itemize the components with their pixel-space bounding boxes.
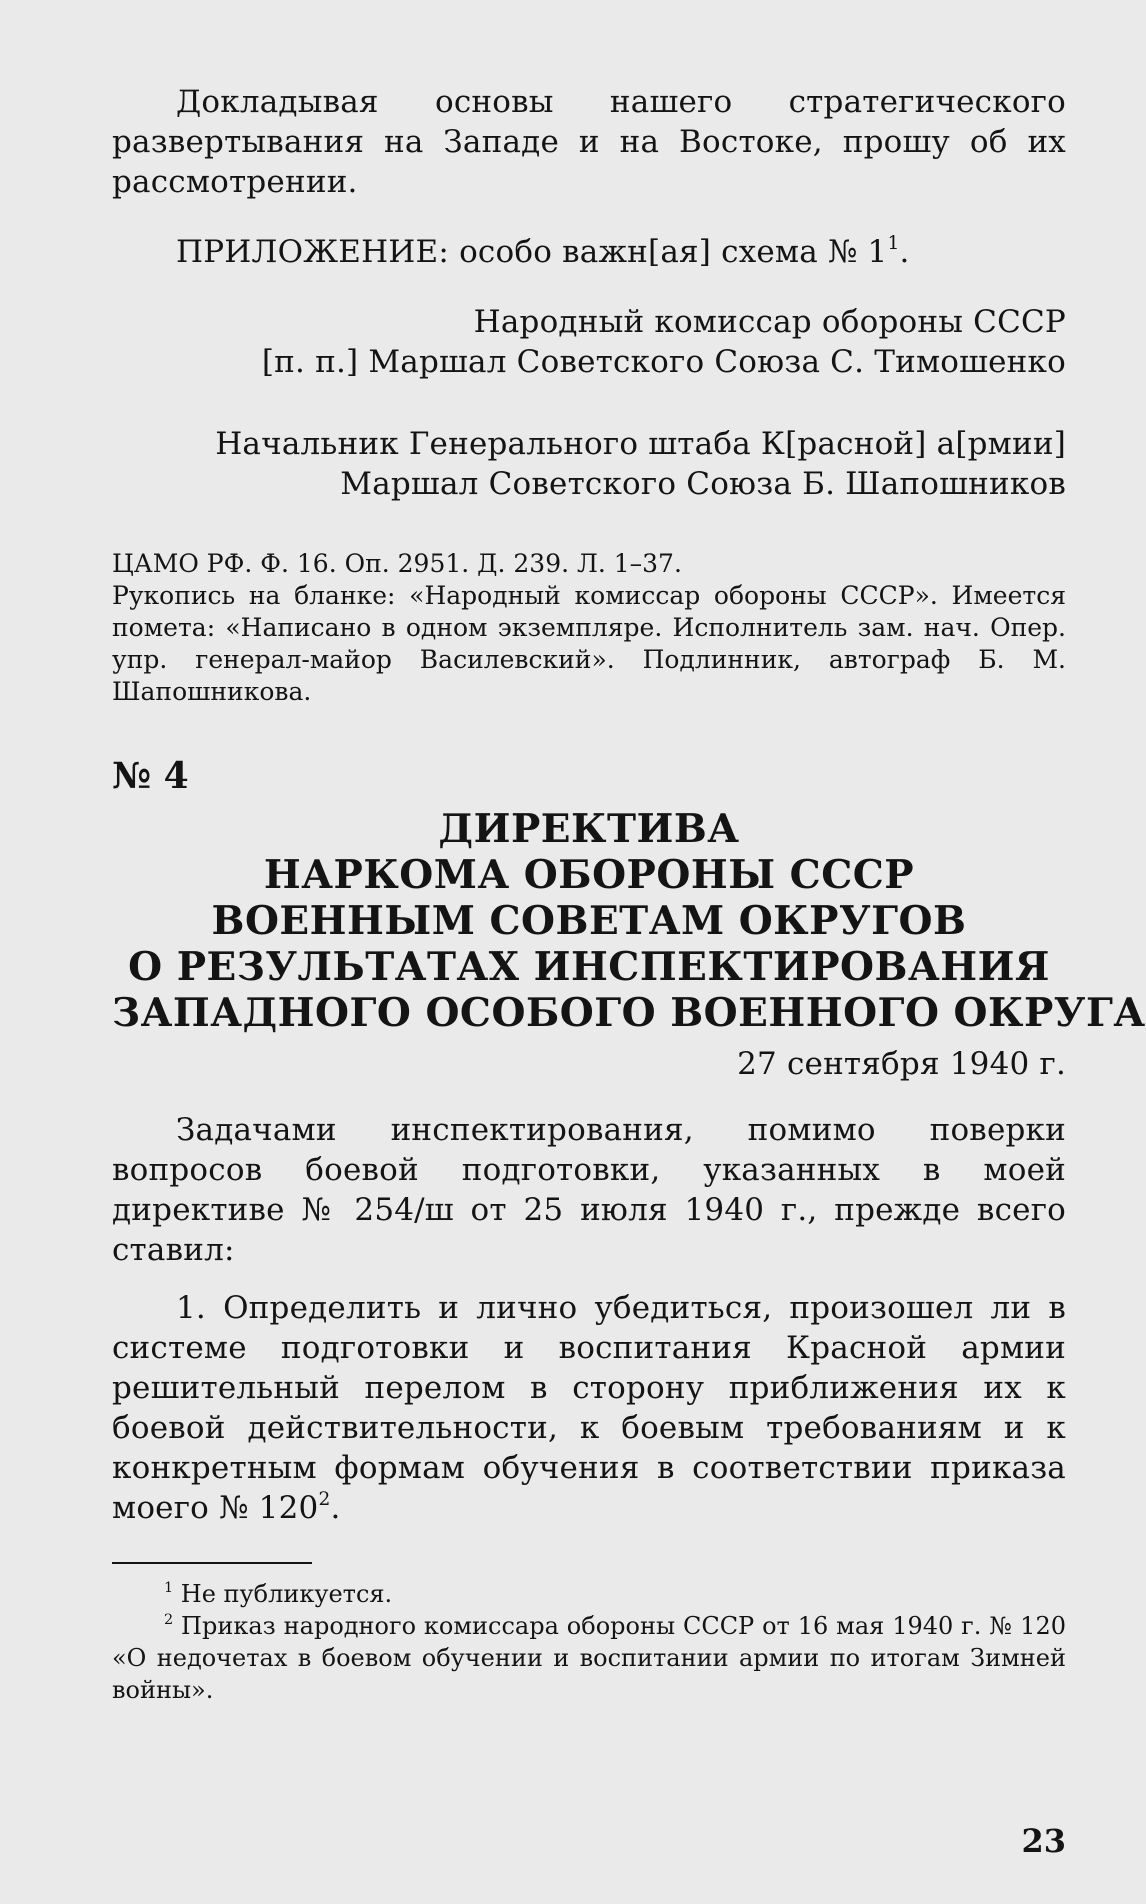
signature-title: Народный комиссар обороны СССР xyxy=(473,304,1066,340)
footnote-ref-1: 1 xyxy=(887,232,900,254)
page-number: 23 xyxy=(1021,1822,1066,1860)
footnote-ref-2: 2 xyxy=(318,1488,331,1510)
signature-name: Маршал Советского Союза Б. Шапошников xyxy=(340,466,1066,502)
archival-source xyxy=(112,548,1066,708)
attachment-line: ПРИЛОЖЕНИЕ: особо важн[ая] схема № $1^1$. xyxy=(176,232,910,270)
footnote-2: $^2$ Приказ народного комиссара обороны СССР от 16 мая 1940 г. № 120 «О недочетах в боевом обучении и воспитании армии по итогам Зимней войны». xyxy=(112,1611,1066,1704)
report-closing-paragraph: Докладывая основы нашего стратегического развертывания на Западе и на Востоке, прошу об их рассмотрении. xyxy=(112,84,1066,200)
footnotes xyxy=(112,1578,1066,1706)
item-1-text: 1. Определить и лично убедиться, произошел ли в системе подготовки и воспитания Красной армии решительный перелом в сторону приближения их к боевой действительности, к боевым требованиям и к конкретным формам обучения в соответствии приказа моего № 120 xyxy=(112,1290,1066,1526)
archive-reference: ЦАМО РФ. Ф. 16. Оп. 2951. Д. 239. Л. 1–37. xyxy=(112,549,682,578)
footnote-1: $^1$ Не публикуется. xyxy=(164,1579,393,1608)
attachment-text: ПРИЛОЖЕНИЕ: особо важн[ая] схема № 1 xyxy=(176,234,888,270)
footnote-divider xyxy=(112,1562,312,1564)
signature-name: [п. п.] Маршал Советского Союза С. Тимошенко xyxy=(261,344,1066,380)
title-line: НАРКОМА ОБОРОНЫ СССР xyxy=(263,852,915,898)
title-line: ВОЕННЫМ СОВЕТАМ ОКРУГОВ xyxy=(211,898,967,944)
archive-note: Рукопись на бланке: «Народный комиссар обороны СССР». Имеется помета: «Написано в одном экземпляре. Исполнитель зам. нач. Опер. упр. генерал-майор Василевский». Подлинник, автограф Б. М. Шапошникова. xyxy=(112,581,1066,706)
document-number: № 4 xyxy=(112,755,189,797)
intro-paragraph: Задачами инспектирования, помимо поверки вопросов боевой подготовки, указанных в моей директиве № 254/ш от 25 июля 1940 г., прежде всего ставил: xyxy=(112,1112,1066,1268)
signature-block-1 xyxy=(112,302,1066,382)
item-1-paragraph: 1. Определить и лично убедиться, произошел ли в системе подготовки и воспитания Красной армии решительный перелом в сторону приближения их к боевой действительности, к боевым требованиям и к конкретным формам обучения в соответствии приказа моего № $120^2$. xyxy=(112,1290,1066,1526)
document-date: 27 сентября 1940 г. xyxy=(737,1046,1066,1082)
signature-block-2 xyxy=(112,424,1066,504)
title-line: ДИРЕКТИВА xyxy=(438,806,740,852)
page-content xyxy=(112,82,1146,1706)
title-line: О РЕЗУЛЬТАТАХ ИНСПЕКТИРОВАНИЯ xyxy=(128,944,1050,990)
signature-title: Начальник Генерального штаба К[расной] а[рмии] xyxy=(215,426,1066,462)
document-title xyxy=(112,806,1146,1036)
title-line: ЗАПАДНОГО ОСОБОГО ВОЕННОГО ОКРУГА xyxy=(112,990,1146,1036)
